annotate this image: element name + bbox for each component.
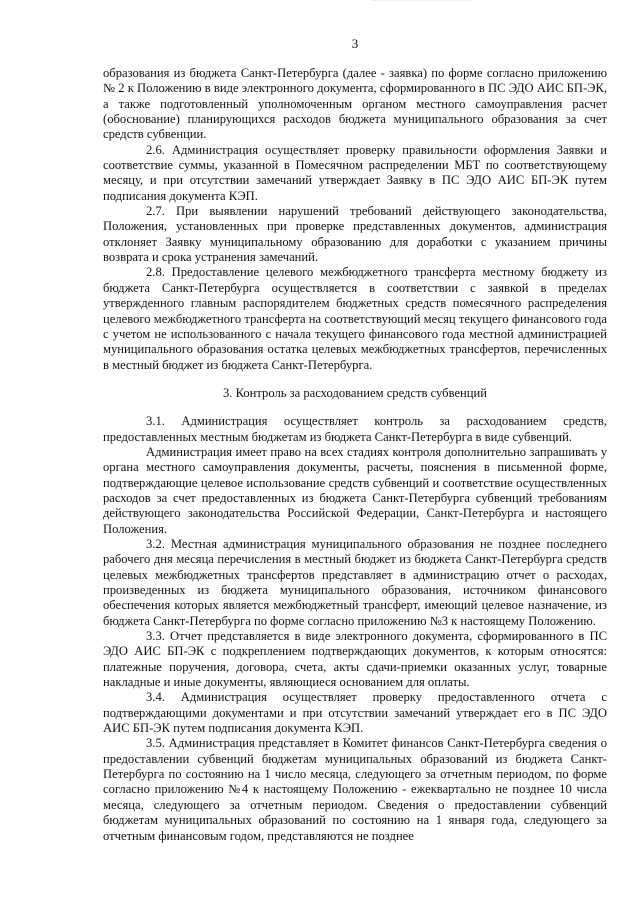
page-number: 3 — [351, 36, 359, 51]
paragraph: 3.4. Администрация осуществляет проверку предоставленного отчета с подтверждающими документами и при отсутствии замечаний утверждает его в ПС ЭДО АИС БП-ЭК путем подписания документа КЭП. — [103, 690, 607, 736]
paragraph: 2.7. При выявлении нарушений требований действующего законодательства, Положения, установленных при проверке представленных документов, администрация отклоняет Заявку муниципальному образованию для доработки с указанием причины возврата и срока устранения замечаний. — [103, 204, 607, 265]
body-text-before — [103, 66, 607, 373]
paragraph: 2.8. Предоставление целевого межбюджетного трансферта местному бюджету из бюджета Санкт-Петербурга осуществляется в соответствии с заявкой в пределах утвержденного главным распорядителем бюджетных средств помесячного распределения целевого межбюджетного трансферта на соответствующий месяц текущего финансового года с учетом не использованного с начала текущего финансового года местной администрацией муниципального образования остатка целевых межбюджетных трансфертов, перечисленных в местный бюджет из бюджета Санкт-Петербурга. — [103, 265, 607, 372]
paragraph: 3.2. Местная администрация муниципального образования не позднее последнего рабочего дня месяца перечисления в местный бюджет из бюджета Санкт-Петербурга средств целевых межбюджетных трансфертов представляет в администрацию отчет о расходах, произведенных из бюджета муниципального образования, источником финансового обеспечения которых является межбюджетный трансферт, имеющий целевое назначение, из бюджета Санкт-Петербурга по форме согласно приложению №3 к настоящему Положению. — [103, 536, 607, 628]
paragraph: 2.6. Администрация осуществляет проверку правильности оформления Заявки и соответствие суммы, указанной в Помесячном распределении МБТ по соответствующему месяцу, и при отсутствии замечаний утверждает Заявку в ПС ЭДО АИС БП-ЭК путем подписания документа КЭП. — [103, 142, 607, 203]
paragraph: 3.3. Отчет представляется в виде электронного документа, сформированного в ПС ЭДО АИС БП-ЭК с подкреплением подтверждающих документов, к которым относятся: платежные поручения, договора, счета, акты сдачи-приемки оказанных услуг, товарные накладные и иные документы, являющиеся основанием для оплаты. — [103, 629, 607, 690]
body-text-after — [103, 414, 607, 844]
scan-artifact — [372, 0, 472, 3]
paragraph: образования из бюджета Санкт-Петербурга (далее - заявка) по форме согласно приложению № 2 к Положению в виде электронного документа, сформированного в ПС ЭДО АИС БП-ЭК, а также подготовленный уполномоченным органом местного самоуправления расчет (обоснование) планирующихся расходов бюджета муниципального образования за счет средств субвенции. — [103, 66, 607, 142]
section-title: 3. Контроль за расходованием средств субвенций — [223, 385, 487, 400]
paragraph: Администрация имеет право на всех стадиях контроля дополнительно запрашивать у органа местного самоуправления документы, расчеты, пояснения в письменной форме, подтверждающие целевое использование средств субвенций и соответствие осуществленных расходов за счет предоставленных из бюджета Санкт-Петербурга субвенций требованиям действующего законодательства Российской Федерации, Санкт-Петербурга и настоящего Положения. — [103, 444, 607, 536]
paragraph: 3.5. Администрация представляет в Комитет финансов Санкт-Петербурга сведения о предоставлении субвенций бюджетам муниципальных образований из бюджета Санкт-Петербурга по состоянию на 1 число месяца, следующего за отчетным периодом, по форме согласно приложению №4 к настоящему Положению - ежеквартально не позднее 10 числа месяца, следующего за отчетным периодом. Сведения о предоставлении субвенций бюджетам муниципальных образований по состоянию на 1 января года, следующего за отчетным финансовым годом, представляются не позднее — [103, 736, 607, 843]
paragraph: 3.1. Администрация осуществляет контроль за расходованием средств, предоставленных местным бюджетам из бюджета Санкт-Петербурга в виде субвенций. — [103, 414, 607, 444]
